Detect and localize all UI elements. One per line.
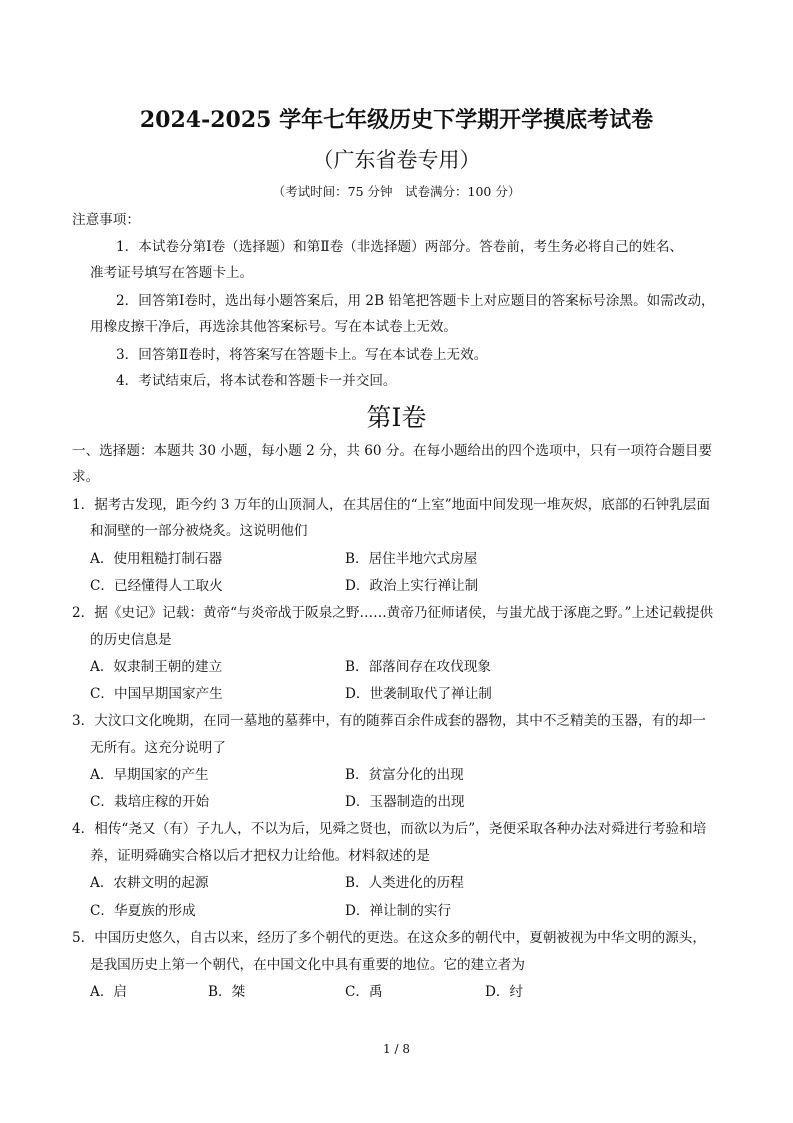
question-stem: 2．据《史记》记载：黄帝“与炎帝战于阪泉之野……黄帝乃征师诸侯，与蚩尤战于涿鹿之野。”上述记载提供 xyxy=(72,605,714,621)
option-d: D．纣 xyxy=(485,984,524,1000)
option-b: B．人类进化的历程 xyxy=(345,875,464,891)
question-stem: 养，证明舜确实合格以后才把权力让给他。材料叙述的是 xyxy=(90,848,430,864)
volume-title: 第Ⅰ卷 xyxy=(366,403,427,432)
question-stem: 是我国历史上第一个朝代，在中国文化中具有重要的地位。它的建立者为 xyxy=(90,957,525,973)
note-line: 3．回答第Ⅱ卷时，将答案写在答题卡上。写在本试卷上无效。 xyxy=(116,347,488,363)
option-d: D．禅让制的实行 xyxy=(345,903,452,919)
notes-heading: 注意事项： xyxy=(72,212,140,228)
option-a: A．启 xyxy=(90,984,128,1000)
question-stem: 3．大汶口文化晚期，在同一墓地的墓葬中，有的随葬百余件成套的器物，其中不乏精美的玉器，有的却一 xyxy=(72,713,706,729)
option-a: A．奴隶制王朝的建立 xyxy=(90,659,223,675)
option-d: D．政治上实行禅让制 xyxy=(345,578,479,594)
exam-subtitle: （广东省卷专用） xyxy=(312,148,481,172)
question-stem: 1．据考古发现，距今约 3 万年的山顶洞人，在其居住的“上室”地面中间发现一堆灰烬，底部的石钟乳层面 xyxy=(72,497,710,513)
question-stem: 的历史信息是 xyxy=(90,632,172,648)
note-line: 4．考试结束后，将本试卷和答题卡一并交回。 xyxy=(116,373,397,389)
option-b: B．居住半地穴式房屋 xyxy=(345,551,478,567)
note-line: 1．本试卷分第Ⅰ卷（选择题）和第Ⅱ卷（非选择题）两部分。答卷前，考生务必将自己的姓名、 xyxy=(116,239,684,255)
option-a: A．农耕文明的起源 xyxy=(90,875,209,891)
note-line: 2．回答第Ⅰ卷时，选出每小题答案后，用 2B 铅笔把答题卡上对应题目的答案标号涂黑。如需改动， xyxy=(116,293,715,309)
exam-title: 2024-2025 学年七年级历史下学期开学摸底考试卷 xyxy=(139,107,654,133)
option-c: C．华夏族的形成 xyxy=(90,903,196,919)
note-line: 用橡皮擦干净后，再选涂其他答案标号。写在本试卷上无效。 xyxy=(90,319,458,335)
option-b: B．贫富分化的出现 xyxy=(345,767,464,783)
option-d: D．世袭制取代了禅让制 xyxy=(345,686,492,702)
question-stem: 和洞壁的一部分被烧炙。这说明他们 xyxy=(90,523,308,539)
option-b: B．部落间存在攻伐现象 xyxy=(345,659,491,675)
option-c: C．栽培庄稼的开始 xyxy=(90,794,210,810)
option-d: D．玉器制造的出现 xyxy=(345,794,465,810)
option-a: A．使用粗糙打制石器 xyxy=(90,551,223,567)
option-c: C．中国早期国家产生 xyxy=(90,686,223,702)
page-number: 1 / 8 xyxy=(383,1042,410,1056)
option-c: C．已经懂得人工取火 xyxy=(90,578,223,594)
question-stem: 4．相传“尧又（有）子九人，不以为后，见舜之贤也，而欲以为后”，尧便采取各种办法对舜进行考验和培 xyxy=(72,821,707,837)
option-b: B．桀 xyxy=(208,984,246,1000)
question-stem: 无所有。这充分说明了 xyxy=(90,740,226,756)
question-stem: 5．中国历史悠久，自古以来，经历了多个朝代的更迭。在这众多的朝代中，夏朝被视为中华文明的源头， xyxy=(72,930,706,946)
section-instructions: 求。 xyxy=(72,469,100,485)
option-c: C．禹 xyxy=(345,984,383,1000)
option-a: A．早期国家的产生 xyxy=(90,767,209,783)
exam-info: （考试时间：75 分钟 试卷满分：100 分） xyxy=(272,184,521,199)
section-instructions: 一、选择题：本题共 30 小题，每小题 2 分，共 60 分。在每小题给出的四个选项中，只有一项符合题目要 xyxy=(72,443,713,459)
note-line: 准考证号填写在答题卡上。 xyxy=(90,265,254,281)
